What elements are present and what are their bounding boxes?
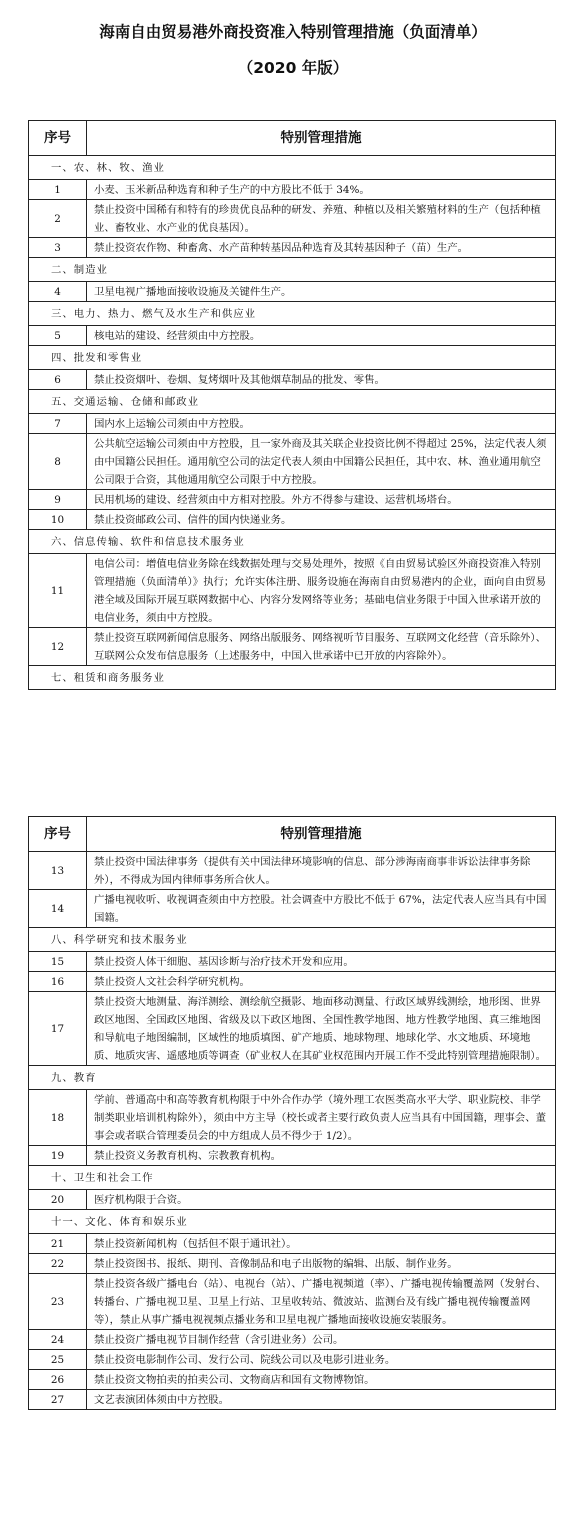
header-special-measures: 特别管理措施: [87, 817, 556, 852]
section-heading: 三、电力、热力、燃气及水生产和供应业: [29, 302, 556, 326]
measure-number: 3: [29, 238, 87, 258]
measure-number: 7: [29, 414, 87, 434]
measure-number: 8: [29, 434, 87, 490]
section-heading-row: [29, 156, 556, 180]
measure-number: 9: [29, 490, 87, 510]
measure-row: [29, 1350, 556, 1370]
section-heading: 二、制造业: [29, 258, 556, 282]
measure-row: [29, 1330, 556, 1350]
measure-text: 禁止投资中国法律事务（提供有关中国法律环境影响的信息、部分涉海南商事非诉讼法律事务除外），不得成为国内律师事务所合伙人。: [87, 852, 556, 890]
header-serial-number: 序号: [29, 817, 87, 852]
section-heading-row: [29, 302, 556, 326]
measure-number: 12: [29, 628, 87, 666]
measure-text: 广播电视收听、收视调查须由中方控股。社会调查中方股比不低于 67%，法定代表人应当具有中国国籍。: [87, 890, 556, 928]
measure-row: [29, 238, 556, 258]
measure-number: 15: [29, 952, 87, 972]
measure-text: 禁止投资人体干细胞、基因诊断与治疗技术开发和应用。: [87, 952, 556, 972]
measure-number: 17: [29, 992, 87, 1066]
measure-number: 5: [29, 326, 87, 346]
document-subtitle: （2020 年版）: [237, 59, 349, 77]
negative-list-table-1: [28, 120, 556, 690]
measure-text: 禁止投资各级广播电台（站）、电视台（站）、广播电视频道（率）、广播电视传输覆盖网（发射台、转播台、广播电视卫星、卫星上行站、卫星收转站、微波站、监测台及有线广播电视传输覆盖网等），禁止从事广播电视视频点播业务和卫星电视广播地面接收设施安装服务。: [87, 1274, 556, 1330]
section-heading: 一、农、林、牧、渔业: [29, 156, 556, 180]
measure-text: 禁止投资文物拍卖的拍卖公司、文物商店和国有文物博物馆。: [87, 1370, 556, 1390]
table-header-row: [29, 121, 556, 156]
measure-number: 16: [29, 972, 87, 992]
section-heading-row: [29, 390, 556, 414]
measure-number: 25: [29, 1350, 87, 1370]
measure-row: [29, 1390, 556, 1410]
measure-row: [29, 1274, 556, 1330]
measure-row: [29, 1234, 556, 1254]
section-heading-row: [29, 530, 556, 554]
measure-number: 1: [29, 180, 87, 200]
measure-number: 22: [29, 1254, 87, 1274]
measure-text: 公共航空运输公司须由中方控股，且一家外商及其关联企业投资比例不得超过 25%，法定代表人须由中国籍公民担任。通用航空公司的法定代表人须由中国籍公民担任，其中农、林、渔业通用航空公司限于合资，其他通用航空公司限于中方控股。: [87, 434, 556, 490]
document-title: 海南自由贸易港外商投资准入特别管理措施（负面清单）: [99, 23, 487, 41]
measure-row: [29, 554, 556, 628]
measure-number: 18: [29, 1090, 87, 1146]
section-heading: 四、批发和零售业: [29, 346, 556, 370]
measure-row: [29, 370, 556, 390]
measure-text: 禁止投资邮政公司、信件的国内快递业务。: [87, 510, 556, 530]
measure-text: 禁止投资中国稀有和特有的珍贵优良品种的研发、养殖、种植以及相关繁殖材料的生产（包括种植业、畜牧业、水产业的优良基因）。: [87, 200, 556, 238]
section-heading-row: [29, 666, 556, 690]
section-heading: 十、卫生和社会工作: [29, 1166, 556, 1190]
measure-row: [29, 972, 556, 992]
measure-row: [29, 1254, 556, 1274]
section-heading-row: [29, 346, 556, 370]
negative-list-table-2: [28, 816, 556, 1410]
measure-text: 小麦、玉米新品种选育和种子生产的中方股比不低于 34%。: [87, 180, 556, 200]
measure-text: 禁止投资互联网新闻信息服务、网络出版服务、网络视听节目服务、互联网文化经营（音乐除外）、互联网公众发布信息服务（上述服务中，中国入世承诺中已开放的内容除外）。: [87, 628, 556, 666]
measure-number: 27: [29, 1390, 87, 1410]
section-heading: 七、租赁和商务服务业: [29, 666, 556, 690]
measure-text: 国内水上运输公司须由中方控股。: [87, 414, 556, 434]
measure-row: [29, 282, 556, 302]
measure-text: 禁止投资图书、报纸、期刊、音像制品和电子出版物的编辑、出版、制作业务。: [87, 1254, 556, 1274]
section-heading-row: [29, 1166, 556, 1190]
measure-row: [29, 1090, 556, 1146]
section-heading-row: [29, 928, 556, 952]
measure-text: 禁止投资农作物、种畜禽、水产苗种转基因品种选育及其转基因种子（苗）生产。: [87, 238, 556, 258]
measure-number: 10: [29, 510, 87, 530]
measure-row: [29, 510, 556, 530]
measure-number: 4: [29, 282, 87, 302]
measure-number: 26: [29, 1370, 87, 1390]
measure-text: 卫星电视广播地面接收设施及关键件生产。: [87, 282, 556, 302]
measure-row: [29, 180, 556, 200]
measure-number: 23: [29, 1274, 87, 1330]
measure-number: 24: [29, 1330, 87, 1350]
measure-number: 6: [29, 370, 87, 390]
measure-text: 文艺表演团体须由中方控股。: [87, 1390, 556, 1410]
measure-row: [29, 1190, 556, 1210]
measure-row: [29, 890, 556, 928]
measure-number: 13: [29, 852, 87, 890]
measure-row: [29, 434, 556, 490]
section-heading: 十一、文化、体育和娱乐业: [29, 1210, 556, 1234]
measure-text: 禁止投资大地测量、海洋测绘、测绘航空摄影、地面移动测量、行政区域界线测绘，地形图、世界政区地图、全国政区地图、省级及以下政区地图、全国性教学地图、地方性教学地图、真三维地图和导航电子地图编制，区域性的地质填图、矿产地质、地球物理、地球化学、水文地质、环境地质、地质灾害、遥感地质等调查（矿业权人在其矿业权范围内开展工作不受此特别管理措施限制）。: [87, 992, 556, 1066]
measure-row: [29, 414, 556, 434]
measure-row: [29, 326, 556, 346]
section-heading-row: [29, 258, 556, 282]
measure-row: [29, 200, 556, 238]
measure-number: 11: [29, 554, 87, 628]
measure-text: 禁止投资义务教育机构、宗教教育机构。: [87, 1146, 556, 1166]
measure-row: [29, 1370, 556, 1390]
section-heading: 九、教育: [29, 1066, 556, 1090]
measure-text: 禁止投资电影制作公司、发行公司、院线公司以及电影引进业务。: [87, 1350, 556, 1370]
section-heading-row: [29, 1210, 556, 1234]
section-heading: 五、交通运输、仓储和邮政业: [29, 390, 556, 414]
measure-number: 2: [29, 200, 87, 238]
measure-number: 21: [29, 1234, 87, 1254]
measure-text: 禁止投资烟叶、卷烟、复烤烟叶及其他烟草制品的批发、零售。: [87, 370, 556, 390]
section-heading: 六、信息传输、软件和信息技术服务业: [29, 530, 556, 554]
measure-number: 20: [29, 1190, 87, 1210]
section-heading-row: [29, 1066, 556, 1090]
header-special-measures: 特别管理措施: [87, 121, 556, 156]
measure-row: [29, 992, 556, 1066]
measure-text: 禁止投资人文社会科学研究机构。: [87, 972, 556, 992]
measure-number: 14: [29, 890, 87, 928]
measure-number: 19: [29, 1146, 87, 1166]
section-heading: 八、科学研究和技术服务业: [29, 928, 556, 952]
measure-text: 医疗机构限于合资。: [87, 1190, 556, 1210]
measure-row: [29, 1146, 556, 1166]
measure-row: [29, 952, 556, 972]
measure-text: 学前、普通高中和高等教育机构限于中外合作办学（境外理工农医类高水平大学、职业院校、非学制类职业培训机构除外），须由中方主导（校长或者主要行政负责人应当具有中国国籍，理事会、董事会或者联合管理委员会的中方组成人员不得少于 1/2）。: [87, 1090, 556, 1146]
measure-text: 核电站的建设、经营须由中方控股。: [87, 326, 556, 346]
measure-row: [29, 628, 556, 666]
measure-text: 电信公司：增值电信业务除在线数据处理与交易处理外，按照《自由贸易试验区外商投资准入特别管理措施（负面清单）》执行；允许实体注册、服务设施在海南自由贸易港内的企业，面向自由贸易港全域及国际开展互联网数据中心、内容分发网络等业务；基础电信业务限于中国入世承诺开放的电信业务，须由中方控股。: [87, 554, 556, 628]
measure-text: 禁止投资广播电视节目制作经营（含引进业务）公司。: [87, 1330, 556, 1350]
measure-text: 禁止投资新闻机构（包括但不限于通讯社）。: [87, 1234, 556, 1254]
measure-text: 民用机场的建设、经营须由中方相对控股。外方不得参与建设、运营机场塔台。: [87, 490, 556, 510]
header-serial-number: 序号: [29, 121, 87, 156]
measure-row: [29, 852, 556, 890]
table-header-row: [29, 817, 556, 852]
measure-row: [29, 490, 556, 510]
